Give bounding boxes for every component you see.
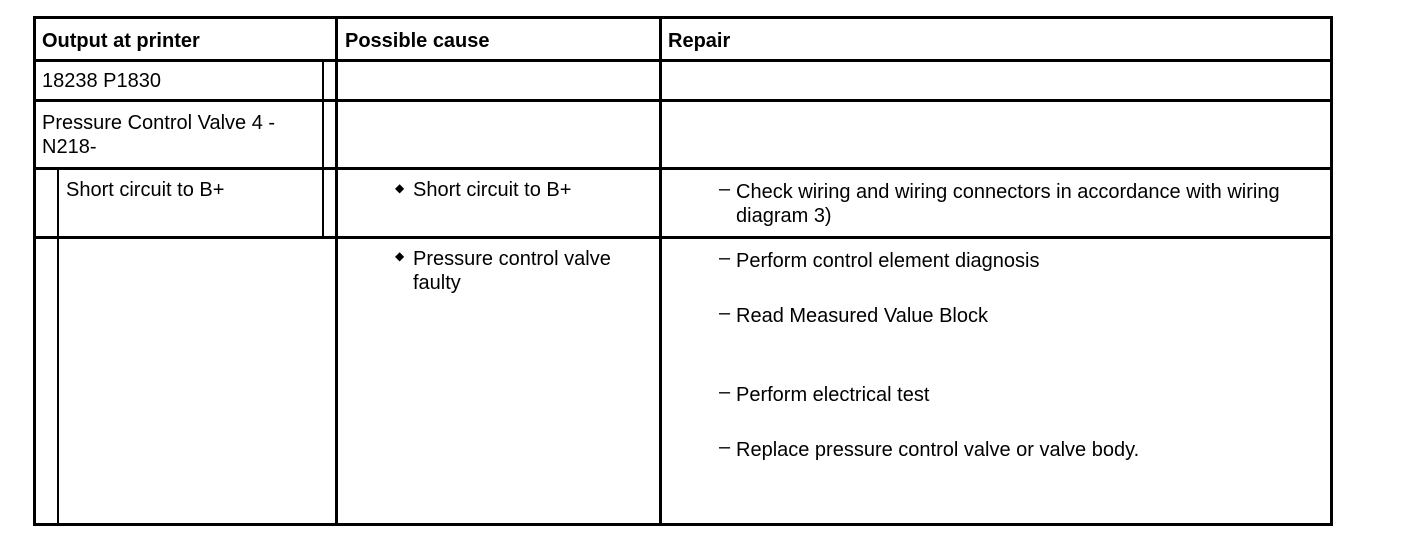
cause-item: Pressure control valve faulty [413, 248, 611, 294]
fault-code: 18238 P1830 [42, 70, 162, 92]
cause-item: Short circuit to B+ [413, 179, 572, 201]
column-divider [335, 19, 338, 523]
dash-icon: – [719, 436, 731, 458]
row-divider [36, 167, 1330, 170]
indent-divider [322, 61, 324, 239]
column-divider [659, 19, 662, 523]
dash-icon: – [719, 381, 731, 403]
header-repair: Repair [668, 30, 731, 52]
repair-item: Check wiring and wiring connectors in accordance with wiring diagram 3) [736, 181, 1280, 227]
row-divider [36, 236, 1330, 239]
fault-type: Short circuit to B+ [66, 179, 225, 201]
header-output: Output at printer [42, 30, 200, 52]
dash-icon: – [719, 178, 731, 200]
dash-icon: – [719, 302, 731, 324]
diagnosis-table [33, 16, 1333, 526]
bullet-icon: ◆ [395, 249, 405, 263]
component-name: Pressure Control Valve 4 - N218- [42, 112, 276, 158]
indent-divider [57, 169, 59, 523]
bullet-icon: ◆ [395, 181, 405, 195]
repair-item: Replace pressure control valve or valve body. [736, 439, 1140, 461]
repair-item: Perform electrical test [736, 384, 930, 406]
repair-item: Perform control element diagnosis [736, 250, 1040, 272]
repair-item: Read Measured Value Block [736, 305, 988, 327]
row-divider [36, 99, 1330, 102]
row-divider [36, 59, 1330, 62]
header-cause: Possible cause [345, 30, 490, 52]
dash-icon: – [719, 247, 731, 269]
